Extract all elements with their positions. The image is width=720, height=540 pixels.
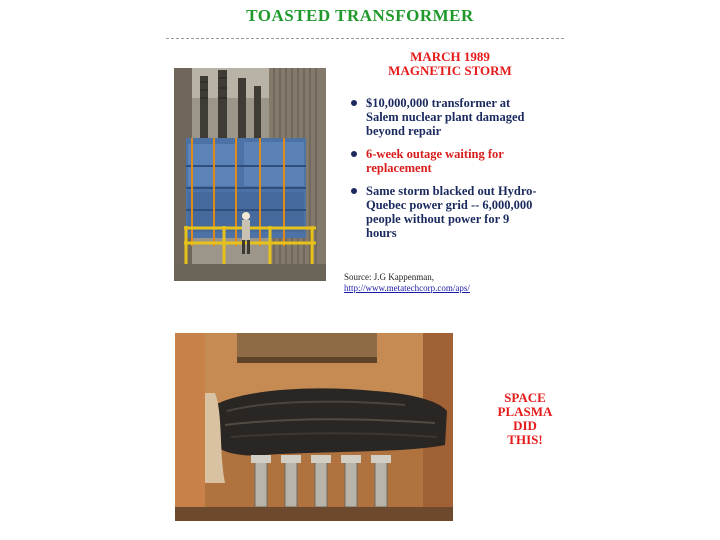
- bullet-item-salem: [348, 96, 563, 138]
- source-citation: [344, 272, 564, 294]
- storm-heading-line1: MARCH 1989: [410, 49, 490, 64]
- page-title: TOASTED TRANSFORMER: [246, 6, 474, 25]
- space-plasma-callout: [470, 391, 580, 447]
- bullet-line: Salem nuclear plant damaged: [366, 110, 525, 124]
- space-plasma-line: DID: [513, 418, 537, 433]
- bullet-line: $10,000,000 transformer at: [366, 96, 511, 110]
- space-plasma-line: SPACE: [504, 390, 546, 405]
- bullet-line: hours: [366, 226, 397, 240]
- bullet-line: Same storm blacked out Hydro-: [366, 184, 537, 198]
- damaged-core-photo: [175, 333, 453, 521]
- storm-heading: [370, 50, 530, 78]
- bullet-list: [348, 96, 563, 249]
- bullet-dot-icon: [351, 151, 357, 157]
- bullet-line: beyond repair: [366, 124, 442, 138]
- source-text: Source: J.G Kappenman,: [344, 272, 434, 282]
- bullet-dot-icon: [351, 100, 357, 106]
- bullet-item-hydro-quebec: [348, 184, 563, 240]
- bullet-line: people without power for 9: [366, 212, 510, 226]
- bullet-line: 6-week outage waiting for: [366, 147, 504, 161]
- bullet-line: Quebec power grid -- 6,000,000: [366, 198, 533, 212]
- storm-heading-line2: MAGNETIC STORM: [388, 63, 512, 78]
- space-plasma-line: PLASMA: [497, 404, 553, 419]
- title-divider: [166, 38, 564, 39]
- space-plasma-line: THIS!: [507, 432, 543, 447]
- source-link[interactable]: http://www.metatechcorp.com/aps/: [344, 283, 470, 293]
- transformer-photo: [174, 68, 326, 281]
- bullet-dot-icon: [351, 188, 357, 194]
- bullet-item-outage: [348, 147, 563, 175]
- bullet-line: replacement: [366, 161, 432, 175]
